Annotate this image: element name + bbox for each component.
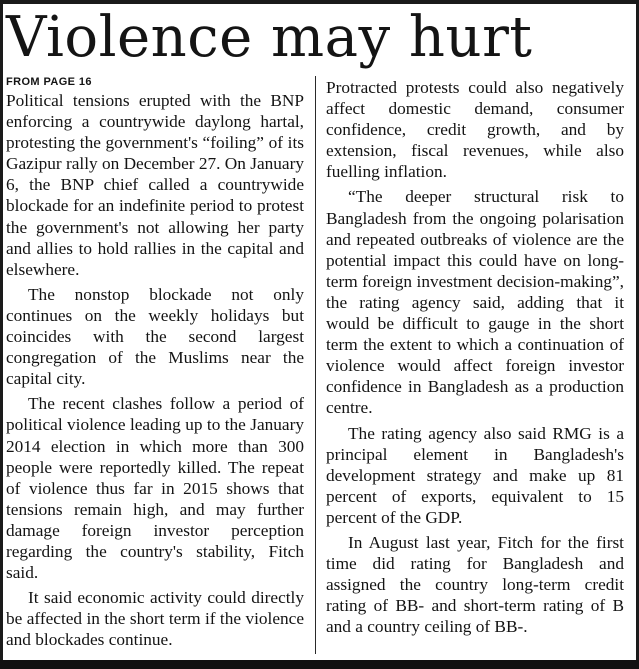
dateline: FROM PAGE 16 xyxy=(6,76,92,88)
paragraph: Political tensions erupted with the BNP enforcing a countrywide daylong hartal, protesting the government's “foiling” of its Gazipur rally on December 27. On January 6, the BNP chief called a countrywide blockade for an indefinite period to protest the government's not allowing her party and allies to hold rallies in the capital and elsewhere. xyxy=(6,91,304,279)
paragraph: The rating agency also said RMG is a principal element in Bangladesh's development strategy and make up 81 percent of exports, equivalent to 15 percent of the GDP. xyxy=(326,423,624,527)
headline: Violence may hurt xyxy=(6,5,533,70)
frame-left-border xyxy=(0,0,3,660)
paragraph: The nonstop blockade not only continues on the weekly holidays but coincides with the second largest congregation of the Muslims near the capital city. xyxy=(6,284,304,389)
paragraph: Protracted protests could also negatively affect domestic demand, consumer confidence, credit growth, and by extension, fiscal revenues, while also fuelling inflation. xyxy=(326,78,624,182)
frame-top-border xyxy=(0,0,639,4)
left-column xyxy=(6,74,304,650)
frame-bottom-border xyxy=(0,660,639,669)
paragraph: It said economic activity could directly be affected in the short term if the violence and blockades continue. xyxy=(6,588,304,650)
paragraph: The recent clashes follow a period of political violence leading up to the January 2014 election in which more than 300 people were reportedly killed. The repeat of violence thus far in 2015 shows that tensions remain high, and may further damage foreign investor perception regarding the country's stability, Fitch said. xyxy=(6,394,304,583)
paragraph: In August last year, Fitch for the first time did rating for Bangladesh and assigned the country long-term credit rating of BB- and short-term rating of B and a country ceiling of BB-. xyxy=(326,532,624,637)
right-column xyxy=(326,77,624,637)
paragraph: “The deeper structural risk to Bangladesh from the ongoing polarisation and repeated outbreaks of violence are the potential impact this could have on long-term foreign investment decision-making”, the rating agency said, adding that it would be difficult to gauge in the short term the extent to which a continuation of violence would affect foreign investor confidence in Bangladesh as a production centre. xyxy=(326,187,624,418)
column-divider xyxy=(315,76,316,654)
